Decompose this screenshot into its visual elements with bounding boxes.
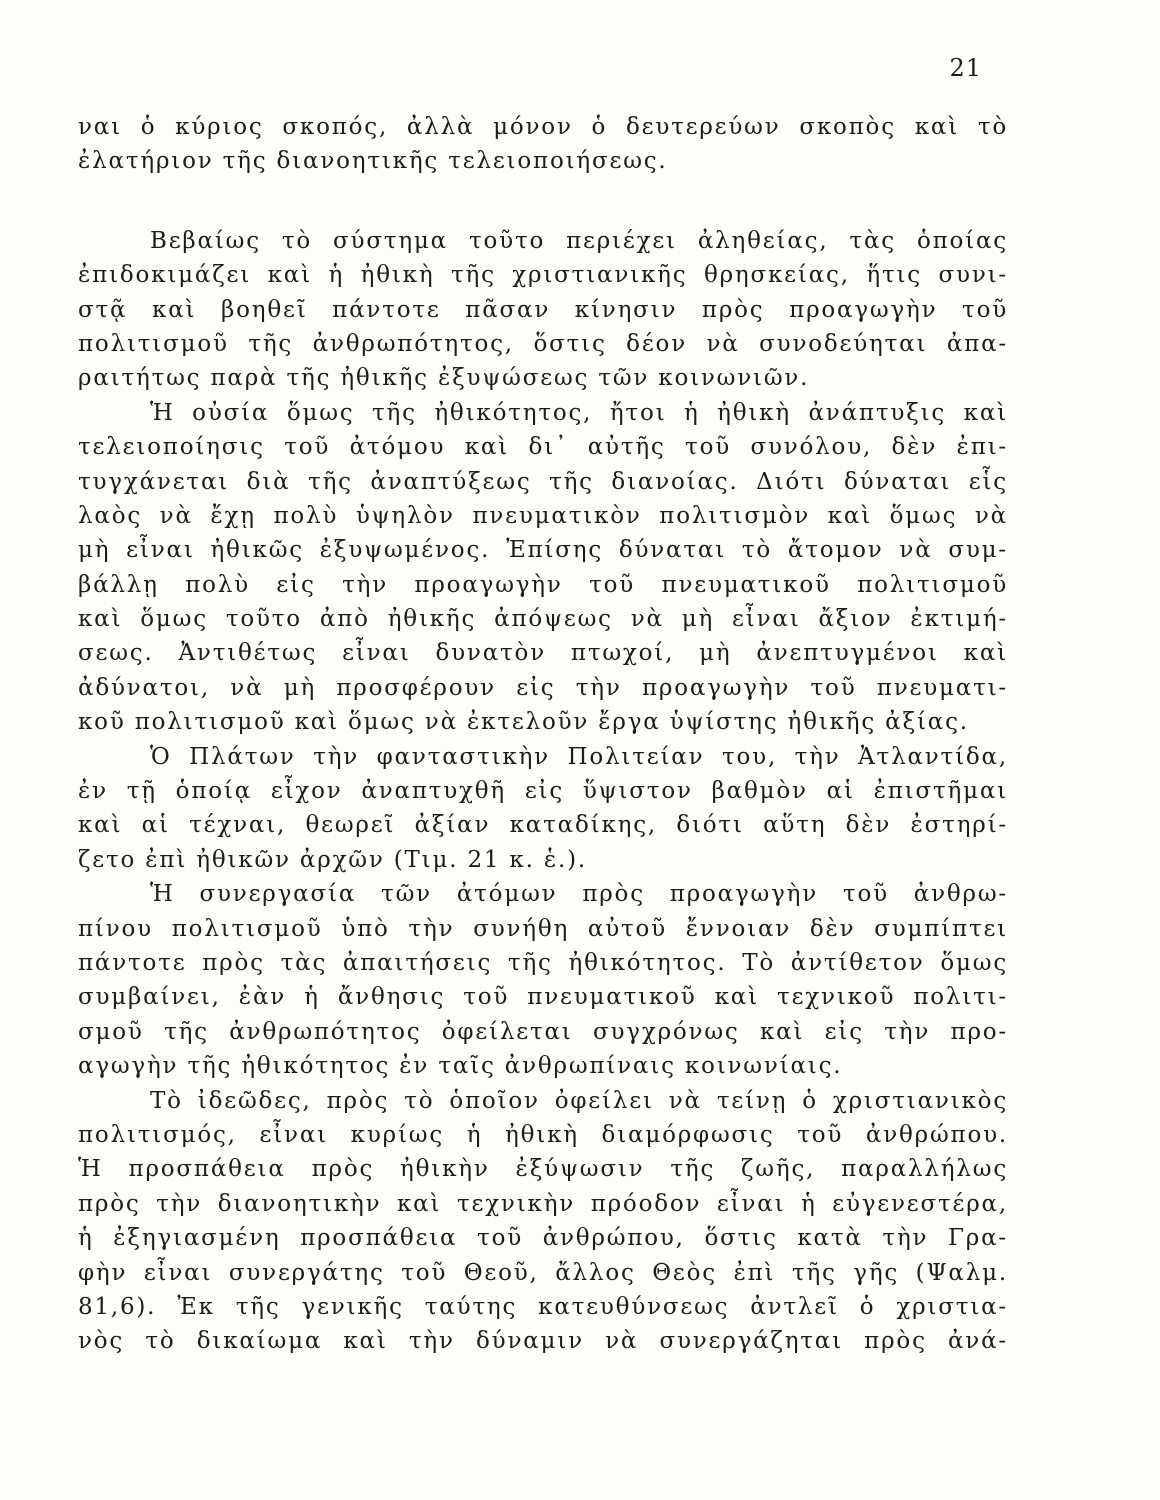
text-line: νὸς τὸ δικαίωμα καὶ τὴν δύναμιν νὰ συνεργάζηται πρὸς ἀνά- — [78, 1328, 1008, 1355]
text-line: Ἡ οὐσία ὅμως τῆς ἠθικότητος, ἤτοι ἡ ἠθικὴ ἀνάπτυξις καὶ — [150, 399, 1008, 426]
text-line: συμβαίνει, ἐὰν ἡ ἄνθησις τοῦ πνευματικοῦ καὶ τεχνικοῦ πολιτι- — [78, 984, 1008, 1011]
text-line: Ἡ συνεργασία τῶν ἀτόμων πρὸς προαγωγὴν τοῦ ἀνθρω- — [150, 881, 1008, 908]
text-line: ἐλατήριον τῆς διανοητικῆς τελειοποιήσεως. — [78, 148, 668, 175]
text-line: σεως. Ἀντιθέτως εἶναι δυνατὸν πτωχοί, μὴ ἀνεπτυγμένοι καὶ — [78, 640, 1008, 667]
text-line: καὶ ὅμως τοῦτο ἀπὸ ἠθικῆς ἀπόψεως νὰ μὴ εἶναι ἄξιον ἐκτιμή- — [78, 606, 1008, 633]
text-line: Ἡ προσπάθεια πρὸς ἠθικὴν ἐξύψωσιν τῆς ζωῆς, παραλλήλως — [78, 1156, 1008, 1183]
text-line: σμοῦ τῆς ἀνθρωπότητος ὀφείλεται συγχρόνως καὶ εἰς τὴν προ- — [78, 1018, 1008, 1045]
text-line: ἡ ἐξηγιασμένη προσπάθεια τοῦ ἀνθρώπου, ὅστις κατὰ τὴν Γρα- — [78, 1225, 1008, 1252]
text-line: πίνου πολιτισμοῦ ὑπὸ τὴν συνήθη αὐτοῦ ἔννοιαν δὲν συμπίπτει — [78, 915, 1008, 942]
text-line: 81,6). Ἐκ τῆς γενικῆς ταύτης κατευθύνσεως ἀντλεῖ ὁ χριστια- — [78, 1293, 1008, 1320]
text-line: πρὸς τὴν διανοητικὴν καὶ τεχνικὴν πρόοδον εἶναι ἡ εὐγενεστέρα, — [78, 1190, 1008, 1217]
text-line: στᾷ καὶ βοηθεῖ πάντοτε πᾶσαν κίνησιν πρὸς προαγωγὴν τοῦ — [78, 296, 1008, 323]
text-line: αγωγὴν τῆς ἠθικότητος ἐν ταῖς ἀνθρωπίναις κοινωνίαις. — [78, 1053, 843, 1080]
body-text — [78, 110, 1008, 1359]
text-line: πολιτισμός, εἶναι κυρίως ἡ ἠθικὴ διαμόρφωσις τοῦ ἀνθρώπου. — [78, 1121, 1008, 1148]
text-line: πολιτισμοῦ τῆς ἀνθρωπότητος, ὅστις δέον νὰ συνοδεύηται ἀπα- — [78, 330, 1008, 357]
text-line: ἀδύνατοι, νὰ μὴ προσφέρουν εἰς τὴν προαγωγὴν τοῦ πνευματι- — [78, 674, 1008, 701]
text-line: ναι ὁ κύριος σκοπός, ἀλλὰ μόνον ὁ δευτερεύων σκοπὸς καὶ τὸ — [78, 114, 1008, 140]
text-line: λαὸς νὰ ἔχῃ πολὺ ὑψηλὸν πνευματικὸν πολιτισμὸν καὶ ὅμως νὰ — [78, 502, 1008, 529]
text-line: καὶ αἱ τέχναι, θεωρεῖ ἀξίαν καταδίκης, διότι αὕτη δὲν ἐστηρί- — [78, 812, 1008, 839]
text-line: Ὁ Πλάτων τὴν φανταστικὴν Πολιτείαν του, τὴν Ἀτλαντίδα, — [150, 743, 1008, 770]
text-line: μὴ εἶναι ἠθικῶς ἐξυψωμένος. Ἐπίσης δύναται τὸ ἄτομον νὰ συμ- — [78, 537, 1008, 564]
text-line: Τὸ ἰδεῶδες, πρὸς τὸ ὁποῖον ὀφείλει νὰ τείνῃ ὁ χριστιανικὸς — [150, 1087, 1008, 1114]
text-line: τελειοποίησις τοῦ ἀτόμου καὶ δι᾽ αὐτῆς τοῦ συνόλου, δὲν ἐπι- — [78, 434, 1008, 461]
text-line: πάντοτε πρὸς τὰς ἀπαιτήσεις τῆς ἠθικότητος. Τὸ ἀντίθετον ὅμως — [78, 949, 1008, 976]
text-line: κοῦ πολιτισμοῦ καὶ ὅμως νὰ ἐκτελοῦν ἔργα ὑψίστης ἠθικῆς ἀξίας. — [78, 709, 969, 736]
text-line: ραιτήτως παρὰ τῆς ἠθικῆς ἐξυψώσεως τῶν κοινωνιῶν. — [78, 365, 810, 392]
page-number: 21 — [949, 54, 982, 82]
text-line: ἐν τῇ ὁποίᾳ εἶχον ἀναπτυχθῆ εἰς ὕψιστον βαθμὸν αἱ ἐπιστῆμαι — [78, 778, 1008, 805]
text-line: βάλλῃ πολὺ εἰς τὴν προαγωγὴν τοῦ πνευματικοῦ πολιτισμοῦ — [78, 571, 1008, 598]
text-line: Βεβαίως τὸ σύστημα τοῦτο περιέχει ἀληθείας, τὰς ὁποίας — [150, 227, 1008, 254]
text-line: ἐπιδοκιμάζει καὶ ἡ ἠθικὴ τῆς χριστιανικῆς θρησκείας, ἥτις συνι- — [78, 262, 1008, 289]
text-line: τυγχάνεται διὰ τῆς ἀναπτύξεως τῆς διανοίας. Διότι δύναται εἷς — [78, 468, 1008, 495]
paragraph-gap — [78, 179, 1008, 224]
text-line: φὴν εἶναι συνεργάτης τοῦ Θεοῦ, ἄλλος Θεὸς ἐπὶ τῆς γῆς (Ψαλμ. — [78, 1259, 1008, 1286]
text-line: ζετο ἐπὶ ἠθικῶν ἀρχῶν (Τιμ. 21 κ. ἑ.). — [78, 846, 587, 873]
